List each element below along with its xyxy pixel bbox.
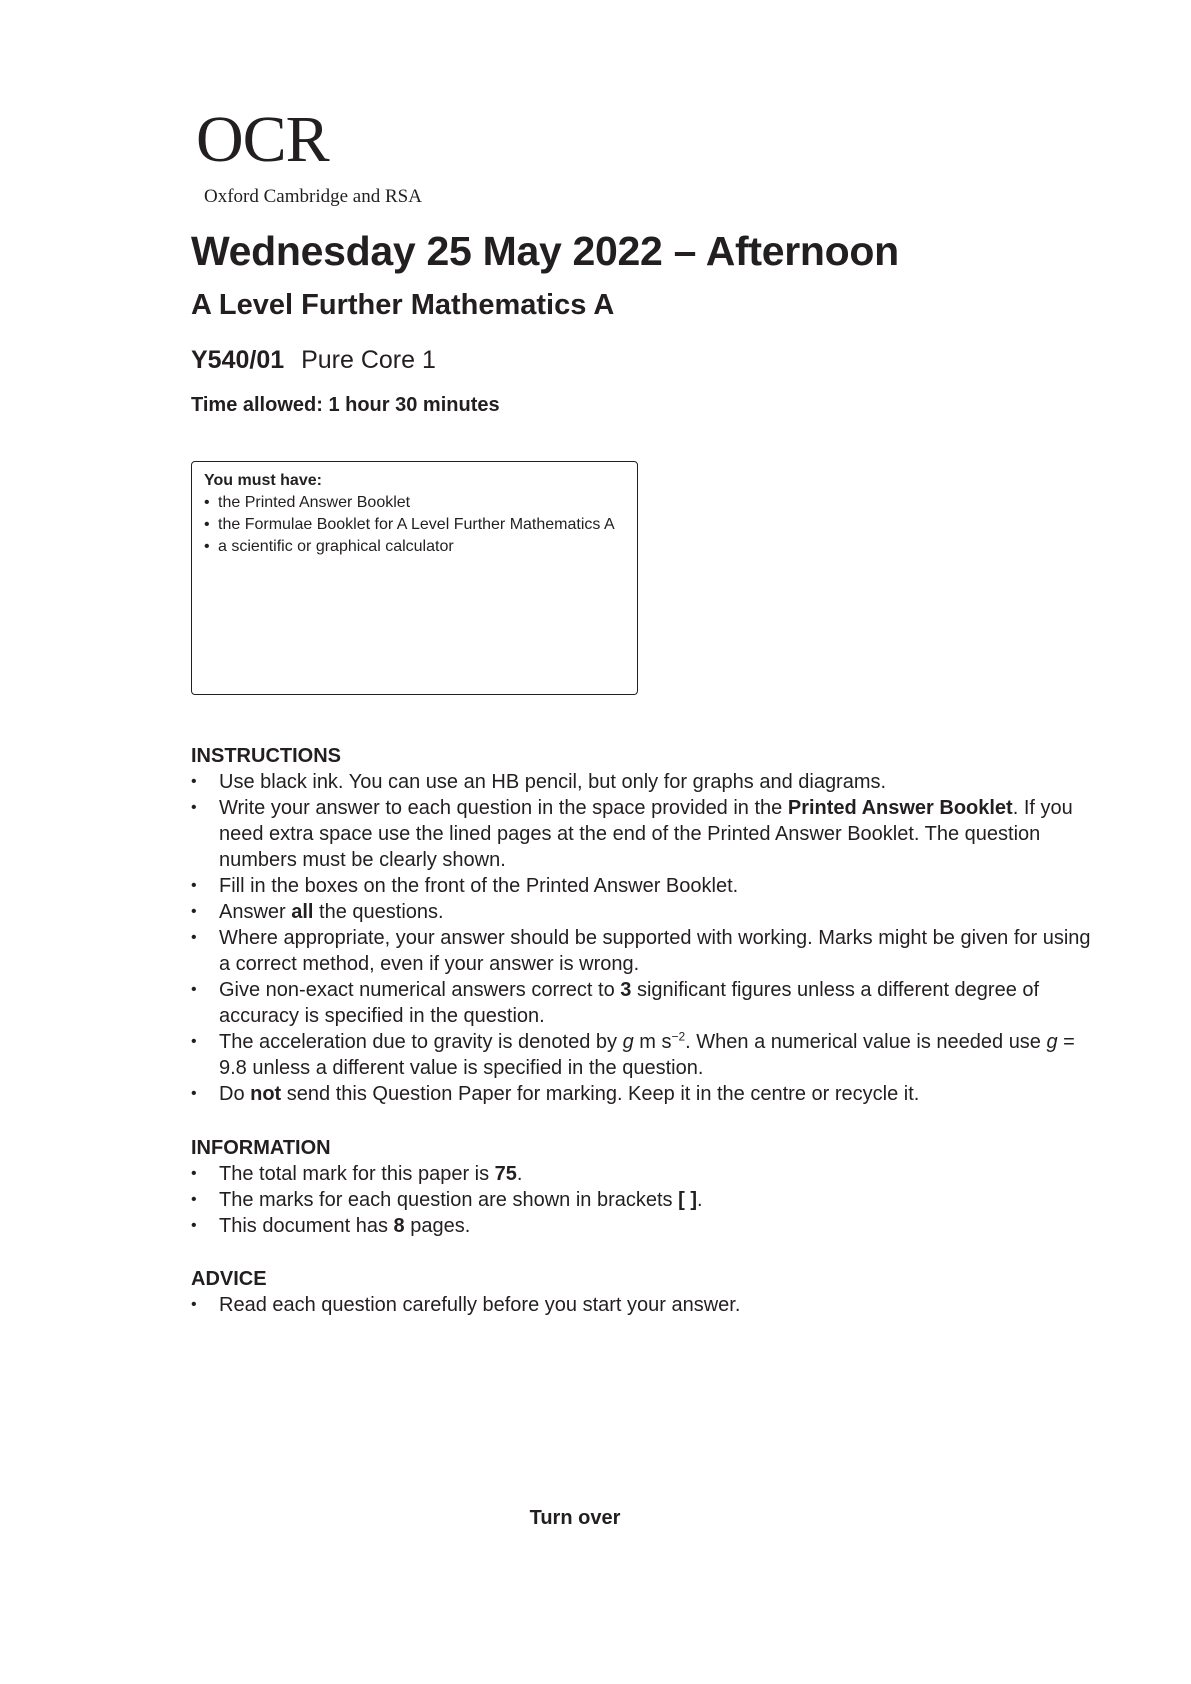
must-have-list: [204, 492, 625, 558]
advice-section: [191, 1266, 1091, 1318]
instruction-item: • Use black ink. You can use an HB pencil, but only for graphs and diagrams.: [191, 769, 1091, 795]
information-list: [191, 1161, 1091, 1239]
subject-title: A Level Further Mathematics A: [191, 289, 615, 321]
paper-line: [191, 345, 436, 375]
must-have-item: • the Printed Answer Booklet: [204, 492, 625, 514]
must-have-box: [191, 461, 638, 695]
instructions-heading: INSTRUCTIONS: [191, 745, 341, 767]
ocr-logo: [196, 100, 422, 208]
paper-code: Y540/01: [191, 346, 285, 374]
logo-mark: OCR: [196, 103, 329, 176]
must-have-heading: You must have:: [204, 472, 322, 489]
must-have-item: • the Formulae Booklet for A Level Further Mathematics A: [204, 514, 625, 536]
must-have-item: • a scientific or graphical calculator: [204, 536, 625, 558]
time-allowed: Time allowed: 1 hour 30 minutes: [191, 394, 500, 416]
instruction-item: • Where appropriate, your answer should be supported with working. Marks might be given for using a correct method, even if your answer is wrong.: [191, 925, 1091, 977]
advice-heading: ADVICE: [191, 1268, 267, 1290]
instructions-list: [191, 769, 1091, 1107]
instruction-item: • The acceleration due to gravity is denoted by g m $s^{-2}$. When a numerical value is needed use g = 9.8 unless a different value is specified in the question.: [191, 1029, 1091, 1081]
advice-list: [191, 1292, 1091, 1318]
instruction-item: • Give non-exact numerical answers correct to 3 significant figures unless a different degree of accuracy is specified in the question.: [191, 977, 1091, 1029]
information-item: • The marks for each question are shown in brackets [ ].: [191, 1187, 1091, 1213]
information-item: • This document has 8 pages.: [191, 1213, 1091, 1239]
advice-item: • Read each question carefully before you start your answer.: [191, 1292, 1091, 1318]
instruction-item: • Do not send this Question Paper for marking. Keep it in the centre or recycle it.: [191, 1081, 1091, 1107]
turn-over-label: Turn over: [529, 1507, 621, 1529]
information-section: [191, 1135, 1091, 1239]
information-item: • The total mark for this paper is 75.: [191, 1161, 1091, 1187]
instruction-item: • Answer all the questions.: [191, 899, 1091, 925]
information-heading: INFORMATION: [191, 1137, 331, 1159]
exam-date-title: Wednesday 25 May 2022 – Afternoon: [191, 228, 899, 274]
logo-subtitle: Oxford Cambridge and RSA: [204, 186, 422, 207]
instruction-item: • Write your answer to each question in the space provided in the Printed Answer Booklet. If you need extra space use the lined pages at the end of the Printed Answer Booklet. The question numbers must be clearly shown.: [191, 795, 1091, 873]
instruction-item: • Fill in the boxes on the front of the Printed Answer Booklet.: [191, 873, 1091, 899]
paper-name: Pure Core 1: [301, 346, 436, 374]
instructions-section: [191, 743, 1091, 1107]
